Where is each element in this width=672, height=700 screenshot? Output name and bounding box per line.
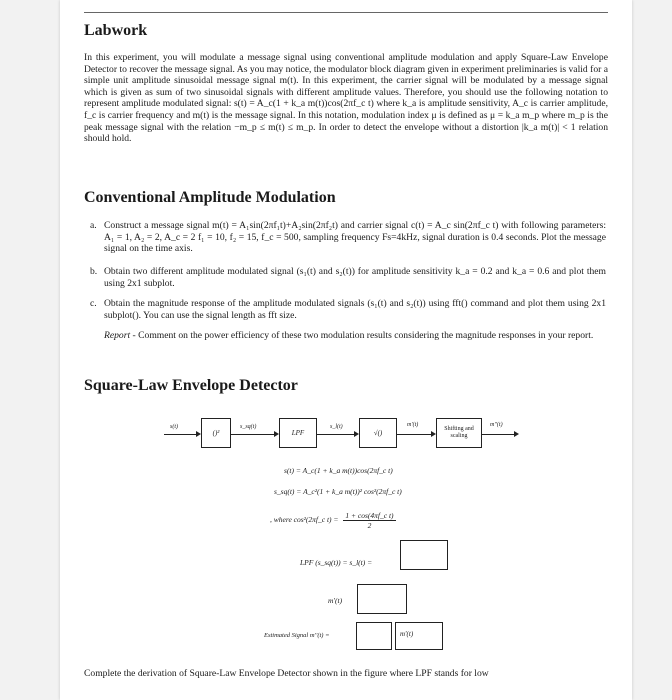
answer-box-mprime-ref [395,622,443,650]
sled-heading: Square-Law Envelope Detector [84,377,298,394]
sqrt-block: √() [359,418,397,448]
mprime-box-label: m'(t) [400,630,414,638]
wire [231,434,276,435]
answer-box-estimated[interactable] [356,622,392,650]
equation-mprime: m'(t) [328,596,343,605]
report-label: Report [104,330,131,341]
lpf-block: LPF [279,418,317,448]
report-text: - Comment on the power efficiency of these two modulation results considering the magnitude responses in your report. [130,330,594,341]
equation-lpf: LPF (s_sq(t)) = s_l(t) = [300,558,373,567]
cam-heading: Conventional Amplitude Modulation [84,189,336,206]
wire [164,434,198,435]
task-text: Construct a message signal m(t) = A₁sin(2πf₁t)+A₂sin(2πf₂t) and carrier signal c(t) = A_c sin(2πf_c t) with following parameters: A₁ = 1, A₂ = 2, A_c = 2 f₁ = 10, f₂ = 15, f_c = 500, sampling frequency Fs=4kHz, signal duration is 0.4 seconds. Plot the message signal on the time axis. [104,220,606,255]
shift-scale-block: Shifting and scaling [436,418,482,448]
wire [482,434,516,435]
equation-squared: s_sq(t) = A_c²(1 + k_a m(t))² cos²(2πf_c t) [274,487,402,496]
wire [397,434,433,435]
task-label: a. [90,220,97,231]
top-rule [84,12,608,13]
task-text: Obtain the magnitude response of the amplitude modulated signals (s₁(t) and s₂(t)) using fft() command and plot them using 2x1 subplot(). You can use the signal length as fft size. [104,298,606,321]
intro-paragraph: In this experiment, you will modulate a message signal using conventional amplitude modulation and apply Square-Law Envelope Detector to recover the message signal. As you may notice, the modulator block diagram given in experiment preliminaries is valid for a simple unit amplitude sinusoidal message signal m(t). In this experiment, the carrier signal will be modulated by a message signal which is given as sum of two sinusoidal signals with different amplitude values. Therefore, you should use the following notation to represent amplitude modulated signal: s(t) = A_c(1 + k_a m(t))cos(2πf_c t) where k_a is amplitude sensitivity, A_c is carrier amplitude, f_c is carrier frequency and m(t) is the message signal. In this notation, modulation index μ is defined as μ = k_a m_p where m_p is the peak message signal with the relation −m_p ≤ m(t) ≤ m_p. In order to detect the envelope without a distortion |k_a m(t)| < 1 relation should hold. [84,52,608,145]
wire [317,434,356,435]
sqrt-output-label: m'(t) [407,422,419,428]
closing-text: Complete the derivation of Square-Law Envelope Detector shown in the figure where LPF stands for low [84,668,489,679]
labwork-heading: Labwork [84,22,148,39]
input-signal-label: s(t) [170,424,178,430]
task-item-a [90,220,606,255]
answer-box-lpf[interactable] [400,540,448,570]
task-label: c. [90,298,97,309]
squared-signal-label: s_sq(t) [240,424,257,430]
arrow-icon [514,431,519,437]
equation-am: s(t) = A_c(1 + k_a m(t))cos(2πf_c t) [284,466,393,475]
task-item-b [90,266,606,289]
task-label: b. [90,266,98,277]
equation-estimated: Estimated Signal m''(t) = [264,632,330,639]
document-page [60,0,632,700]
task-text: Obtain two different amplitude modulated signal (s₁(t) and s₂(t)) for amplitude sensitivity k_a = 0.2 and k_a = 0.6 and plot them using 2x1 subplot. [104,266,606,289]
squarer-block: ()² [201,418,231,448]
output-signal-label: m''(t) [490,422,503,428]
equation-identity: , where cos²(2πf_c t) = $\frac{\text{1 + cos(4πf\_c t)}}{2}$ [270,511,394,530]
lpf-output-label: s_l(t) [330,424,343,430]
report-note [104,330,604,342]
task-item-c [90,298,606,321]
answer-box-mprime[interactable] [357,584,407,614]
